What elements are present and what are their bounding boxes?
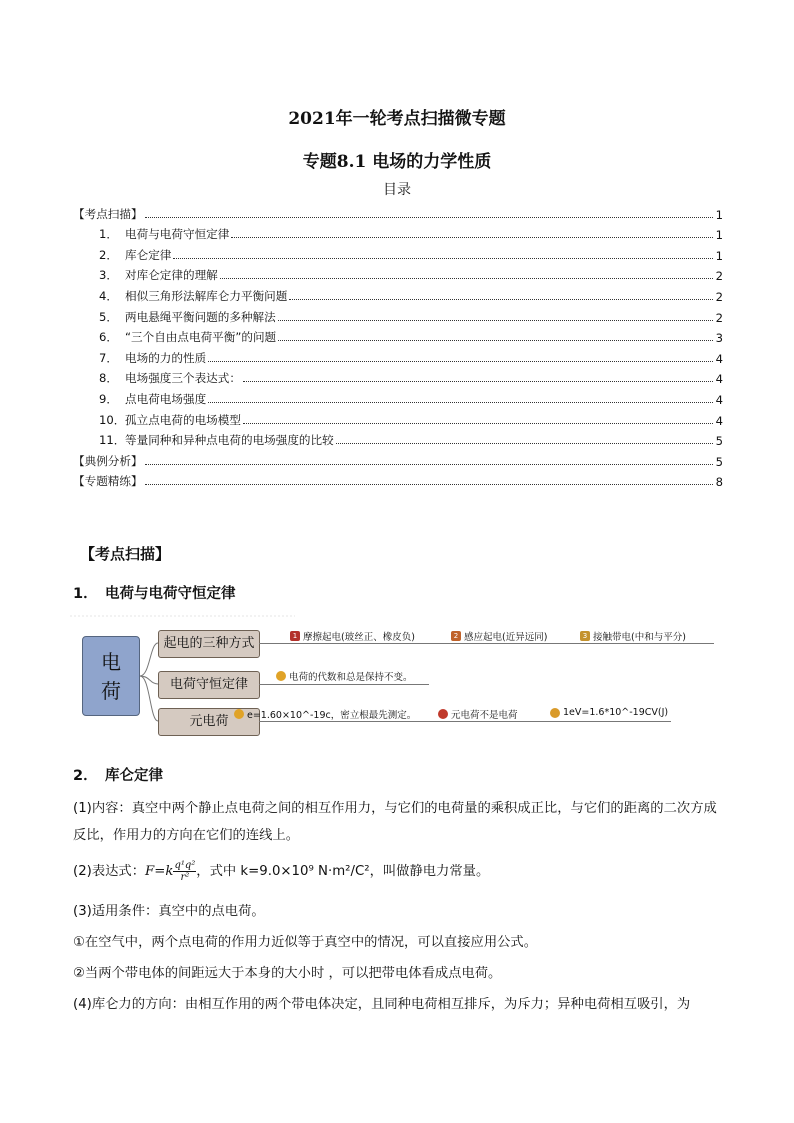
- toc-entry-label: 等量同种和异种点电荷的电场强度的比较: [125, 433, 334, 448]
- toc-entry[interactable]: [73, 407, 723, 428]
- table-of-contents: [73, 201, 723, 489]
- toc-entry-label: 【考点扫描】: [73, 206, 143, 221]
- toc-entry[interactable]: [73, 304, 723, 325]
- toc-entry-page: 4: [715, 372, 723, 387]
- toc-entry-label: 【专题精练】: [73, 474, 143, 489]
- toc-heading: 目录: [383, 182, 411, 198]
- toc-entry-number: 6．: [99, 330, 118, 345]
- toc-entry[interactable]: [73, 386, 723, 407]
- toc-leader-dots: [243, 381, 713, 382]
- toc-entry[interactable]: [73, 469, 723, 490]
- toc-leader-dots: [278, 340, 713, 341]
- toc-leader-dots: [278, 320, 713, 321]
- toc-entry-label: 电场强度三个表达式：: [125, 371, 241, 386]
- paragraph-expression: (2)表达式：F=k $\frac{\text{q¹q²}}{\text{r²}}$ ，式中 k=9.0×10⁹ N·m²/C²，叫做静电力常量。: [73, 859, 490, 883]
- connector-line: [140, 676, 158, 721]
- neutral-face-icon: [550, 708, 560, 718]
- toc-entry-number: 4．: [99, 288, 118, 303]
- toc-entry-number: 8．: [99, 371, 118, 386]
- toc-leader-dots: [336, 443, 713, 444]
- toc-entry-number: 10．: [99, 412, 126, 427]
- document-subtitle: 专题8.1 电场的力学性质: [302, 152, 492, 172]
- toc-entry-label: “三个自由点电荷平衡”的问题: [125, 330, 277, 345]
- branch-elementary-charge: 元电荷: [158, 708, 260, 736]
- toc-entry-number: 11．: [99, 433, 126, 448]
- toc-entry[interactable]: [73, 345, 723, 366]
- toc-entry[interactable]: [73, 366, 723, 387]
- toc-entry-page: 4: [715, 392, 723, 407]
- toc-entry-number: 2．: [99, 247, 118, 262]
- paragraph-direction: (4)库仑力的方向：由相互作用的两个带电体决定，且同种电荷相互排斥，为斥力；异种电荷相互吸引，为: [73, 997, 691, 1012]
- subheading-number: 2．: [73, 768, 98, 784]
- toc-entry-number: 3．: [99, 268, 118, 283]
- toc-entry-page: 4: [715, 413, 723, 428]
- toc-entry[interactable]: [73, 448, 723, 469]
- toc-entry-number: 7．: [99, 350, 118, 365]
- toc-leader-dots: [145, 217, 713, 218]
- toc-entry-page: 1: [715, 228, 723, 243]
- branch-underline: [259, 643, 714, 644]
- number-1-icon: 1: [290, 631, 300, 641]
- toc-entry[interactable]: [73, 263, 723, 284]
- toc-entry-number: 5．: [99, 309, 118, 324]
- branch-conservation-law: 电荷守恒定律: [158, 671, 260, 699]
- toc-leader-dots: [208, 361, 713, 362]
- toc-entry-page: 4: [715, 351, 723, 366]
- toc-entry-label: 【典例分析】: [73, 453, 143, 468]
- toc-entry-page: 2: [715, 289, 723, 304]
- branch-charging-methods: 起电的三种方式: [158, 630, 260, 658]
- toc-entry[interactable]: [73, 242, 723, 263]
- formula-lhs: F=k: [145, 864, 174, 879]
- smile-icon: [234, 709, 244, 719]
- toc-leader-dots: [231, 237, 713, 238]
- toc-entry-page: 5: [715, 434, 723, 449]
- mindmap-item: 电荷的代数和总是保持不变。: [276, 669, 413, 683]
- toc-entry-page: 1: [715, 248, 723, 263]
- paragraph-air: ①在空气中，两个点电荷的作用力近似等于真空中的情况，可以直接应用公式。: [73, 935, 538, 950]
- toc-leader-dots: [208, 402, 713, 403]
- angry-icon: [438, 709, 448, 719]
- toc-entry-label: 库仑定律: [125, 247, 172, 262]
- subheading-coulomb: [73, 764, 163, 785]
- connector-line: [140, 643, 158, 676]
- toc-leader-dots: [145, 484, 713, 485]
- branch-underline: [259, 684, 429, 685]
- smile-icon: [276, 671, 286, 681]
- toc-entry-page: 5: [715, 454, 723, 469]
- toc-entry[interactable]: [73, 428, 723, 449]
- mindmap-item: 元电荷不是电荷: [438, 707, 518, 721]
- toc-entry-number: 1．: [99, 227, 118, 242]
- toc-entry-label: 相似三角形法解库仑力平衡问题: [125, 288, 288, 303]
- mindmap-item: 1 摩擦起电(玻丝正、橡皮负): [290, 629, 415, 643]
- toc-entry-label: 点电荷电场强度: [125, 391, 207, 406]
- section-heading-scan: 【考点扫描】: [80, 545, 171, 563]
- number-2-icon: 2: [451, 631, 461, 641]
- toc-entry-page: 1: [715, 207, 723, 222]
- document-title: 2021年一轮考点扫描微专题: [288, 109, 506, 129]
- subheading-charge: [73, 582, 236, 603]
- toc-entry[interactable]: [73, 283, 723, 304]
- toc-entry-label: 对库仑定律的理解: [125, 268, 218, 283]
- mindmap-item: e=1.60×10^-19c，密立根最先测定。: [234, 707, 416, 721]
- number-3-icon: 3: [580, 631, 590, 641]
- paragraph-point-charge: ②当两个带电体的间距远大于本身的大小时 ，可以把带电体看成点电荷。: [73, 966, 502, 981]
- toc-entry[interactable]: [73, 325, 723, 346]
- toc-entry-page: 3: [715, 331, 723, 346]
- charge-mindmap: [70, 613, 720, 745]
- subheading-text: 库仑定律: [105, 768, 163, 784]
- toc-leader-dots: [220, 278, 713, 279]
- paragraph-content: (1)内容：真空中两个静止点电荷之间的相互作用力，与它们的电荷量的乘积成正比，与它们的距离的二次方成反比，作用力的方向在它们的连线上。: [73, 801, 717, 843]
- toc-entry[interactable]: [73, 222, 723, 243]
- toc-leader-dots: [145, 464, 713, 465]
- subheading-text: 电荷与电荷守恒定律: [105, 586, 236, 602]
- mindmap-item: 1eV=1.6*10^-19CV(J): [550, 707, 668, 718]
- subheading-number: 1．: [73, 586, 98, 602]
- paragraph-condition: (3)适用条件：真空中的点电荷。: [73, 904, 265, 919]
- mindmap-root-node: 电 荷: [82, 636, 140, 716]
- toc-leader-dots: [243, 423, 713, 424]
- toc-entry-label: 两电悬绳平衡问题的多种解法: [125, 309, 276, 324]
- formula-fraction: $\frac{\text{q¹q²}}{\text{r²}}$: [174, 859, 196, 883]
- mindmap-item: 2 感应起电(近异远同): [451, 629, 547, 643]
- toc-leader-dots: [173, 258, 713, 259]
- toc-entry-label: 电荷与电荷守恒定律: [125, 227, 230, 242]
- toc-entry-label: 电场的力的性质: [125, 350, 207, 365]
- toc-leader-dots: [289, 299, 713, 300]
- toc-entry-label: 孤立点电荷的电场模型: [125, 412, 241, 427]
- toc-entry-number: 9．: [99, 391, 118, 406]
- branch-underline: [259, 721, 671, 722]
- toc-entry-page: 2: [715, 269, 723, 284]
- toc-entry-page: 8: [715, 475, 723, 490]
- toc-entry[interactable]: [73, 201, 723, 222]
- toc-entry-page: 2: [715, 310, 723, 325]
- mindmap-item: 3 接触带电(中和与平分): [580, 629, 686, 643]
